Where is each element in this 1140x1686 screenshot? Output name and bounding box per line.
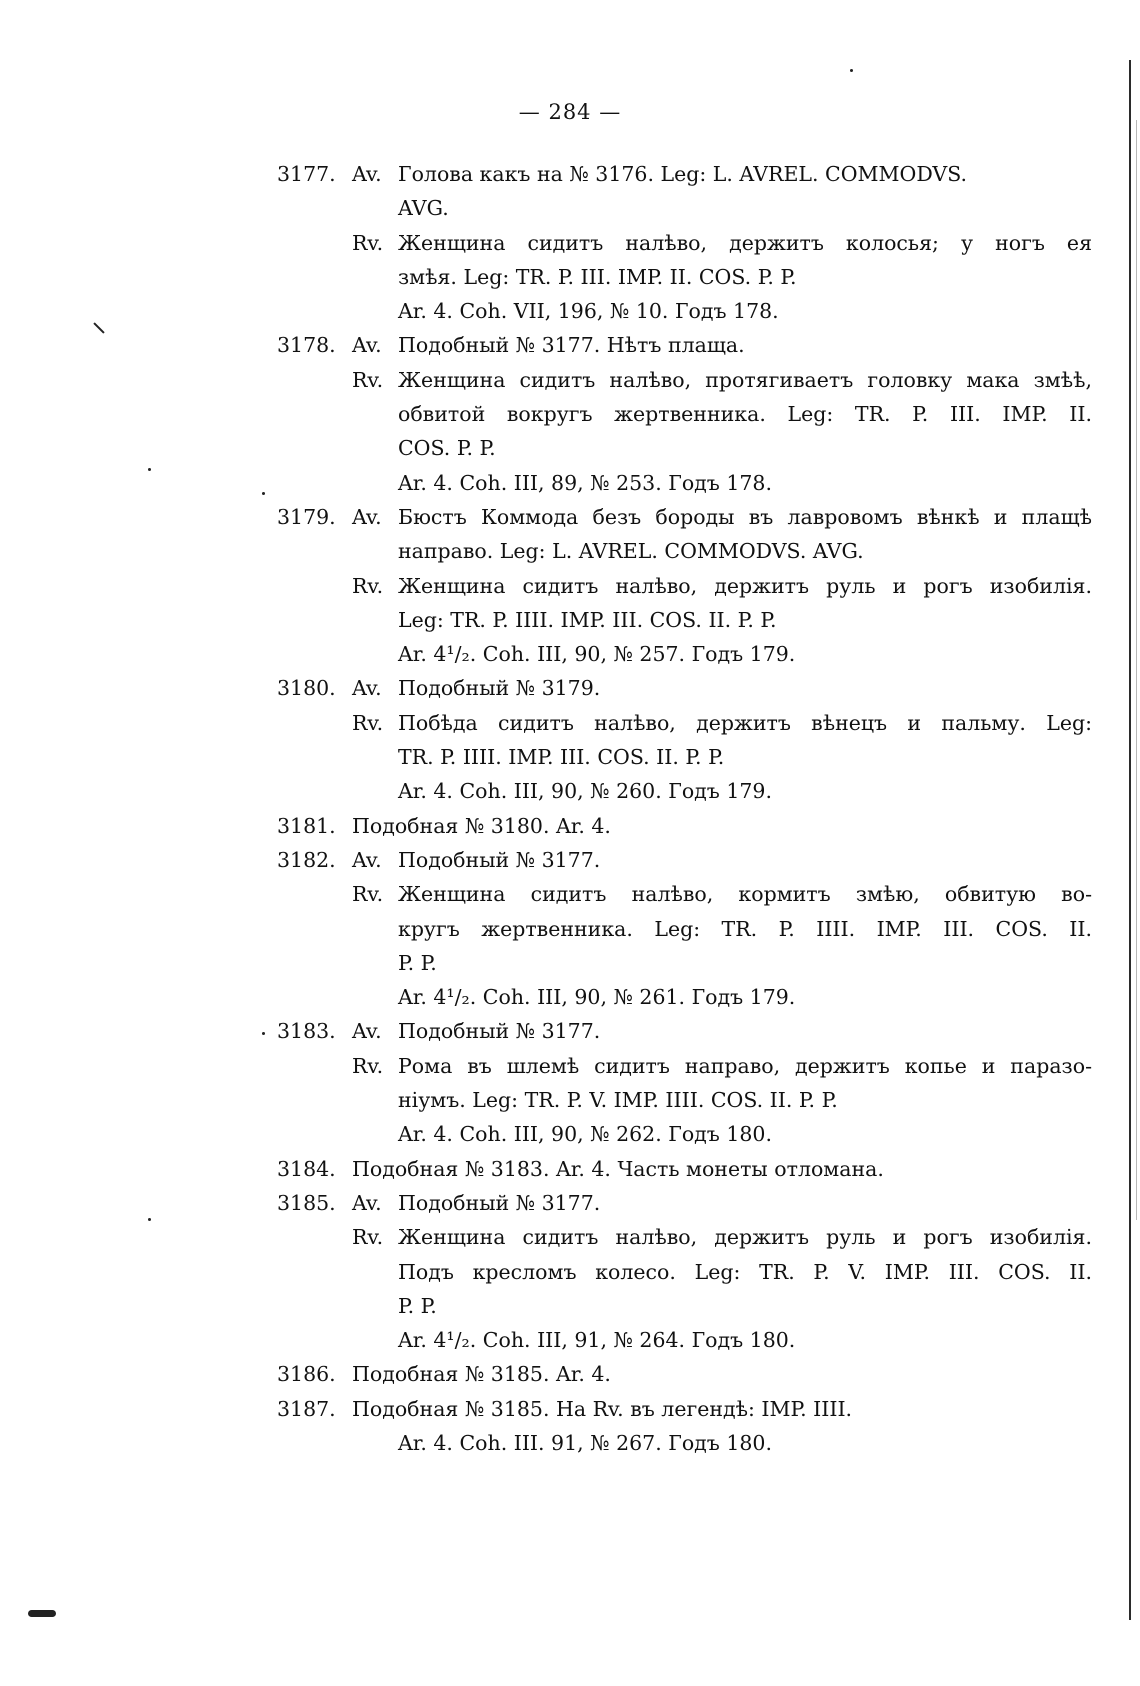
side-label: Rv. xyxy=(352,573,384,598)
side-label: Rv. xyxy=(352,1053,384,1078)
entry-number: 3186. xyxy=(277,1362,336,1387)
catalog-entry xyxy=(277,1186,1092,1357)
entry-line xyxy=(277,671,1092,705)
entry-line xyxy=(277,1014,1092,1048)
entry-line xyxy=(277,1357,1092,1391)
entry-number: 3187. xyxy=(277,1396,336,1421)
entry-text: P. P. xyxy=(398,1293,437,1318)
entry-line xyxy=(277,946,1092,980)
entry-number: 3181. xyxy=(277,813,336,838)
entry-text: Побѣда сидитъ налѣво, держитъ вѣнецъ и пальму. Leg: xyxy=(398,710,1092,735)
ink-blot xyxy=(28,1610,56,1617)
entry-line xyxy=(277,157,1092,191)
entry-number: 3177. xyxy=(277,162,336,186)
entry-text: Рома въ шлемѣ сидитъ направо, держитъ копье и паразо- xyxy=(398,1053,1092,1078)
catalog-entries xyxy=(277,157,1092,1460)
entry-text: AVG. xyxy=(398,196,449,221)
entry-number: 3179. xyxy=(277,504,336,529)
page-number: — 284 — xyxy=(518,100,622,124)
entry-text: кругъ жертвенника. Leg: TR. P. IIII. IMP. III. COS. II. xyxy=(398,916,1092,941)
entry-text: Женщина сидитъ налѣво, держитъ руль и рогъ изобилія. xyxy=(398,573,1092,598)
catalog-entry xyxy=(277,157,1092,328)
entry-text: Подобный № 3177. xyxy=(398,847,601,872)
entry-text: Подобный № 3177. xyxy=(398,1190,601,1215)
print-speck xyxy=(262,1032,265,1035)
entry-text: Ar. 4. Coh. III, 90, № 260. Годъ 179. xyxy=(398,779,772,804)
entry-line xyxy=(277,1083,1092,1117)
entry-line xyxy=(277,226,1092,260)
entry-text: ніумъ. Leg: TR. P. V. IMP. IIII. COS. II. P. P. xyxy=(398,1088,838,1113)
entry-line xyxy=(277,1152,1092,1186)
entry-line xyxy=(277,1255,1092,1289)
entry-text: Ar. 4. Coh. III. 91, № 267. Годъ 180. xyxy=(398,1430,772,1455)
side-label: Av. xyxy=(352,504,382,529)
print-speck xyxy=(262,492,265,495)
entry-number: 3178. xyxy=(277,333,336,358)
entry-number: 3185. xyxy=(277,1190,336,1215)
entry-text: Ar. 4¹/₂. Coh. III, 90, № 261. Годъ 179. xyxy=(398,985,796,1010)
entry-line xyxy=(277,877,1092,911)
side-label: Rv. xyxy=(352,367,384,392)
entry-text: Женщина сидитъ налѣво, протягиваетъ головку мака змѣѣ, xyxy=(398,367,1092,392)
entry-text: Подобная № 3180. Ar. 4. xyxy=(352,813,611,838)
side-label: Av. xyxy=(352,1019,382,1044)
entry-line xyxy=(277,191,1092,225)
entry-line xyxy=(277,912,1092,946)
entry-text: Подобная № 3185. На Rv. въ легендѣ: IMP. IIII. xyxy=(352,1396,853,1421)
page-edge-shadow xyxy=(1136,120,1137,1220)
entry-text: Ar. 4. Coh. VII, 196, № 10. Годъ 178. xyxy=(398,299,779,324)
entry-text: P. P. xyxy=(398,950,437,975)
entry-line xyxy=(277,260,1092,294)
side-label: Rv. xyxy=(352,882,384,907)
entry-line xyxy=(277,1117,1092,1151)
entry-number: 3184. xyxy=(277,1156,336,1181)
entry-text: Ar. 4. Coh. III, 89, № 253. Годъ 178. xyxy=(398,470,772,495)
entry-line xyxy=(277,1049,1092,1083)
side-label: Av. xyxy=(352,1190,382,1215)
entry-line xyxy=(277,740,1092,774)
entry-line xyxy=(277,603,1092,637)
entry-text: обвитой вокругъ жертвенника. Leg: TR. P. III. IMP. II. xyxy=(398,402,1092,427)
entry-number: 3183. xyxy=(277,1019,336,1044)
entry-text: Подъ кресломъ колесо. Leg: TR. P. V. IMP. III. COS. II. xyxy=(398,1259,1092,1284)
entry-line xyxy=(277,1392,1092,1426)
entry-line xyxy=(277,397,1092,431)
catalog-entry xyxy=(277,328,1092,499)
entry-line xyxy=(277,1186,1092,1220)
entry-number: 3180. xyxy=(277,676,336,701)
catalog-entry xyxy=(277,500,1092,671)
entry-line xyxy=(277,294,1092,328)
entry-line xyxy=(277,1426,1092,1460)
entry-text: COS. P. P. xyxy=(398,436,496,461)
catalog-entry xyxy=(277,843,1092,1014)
side-label: Av. xyxy=(352,676,382,701)
entry-line xyxy=(277,534,1092,568)
entry-text: Голова какъ на № 3176. Leg: L. AVREL. COMMODVS. xyxy=(398,162,968,186)
entry-text: Подобный № 3177. Нѣтъ плаща. xyxy=(398,333,745,358)
entry-line xyxy=(277,328,1092,362)
catalog-entry xyxy=(277,1357,1092,1391)
side-label: Av. xyxy=(352,162,382,186)
entry-text: Ar. 4. Coh. III, 90, № 262. Годъ 180. xyxy=(398,1122,772,1147)
page-edge-rule xyxy=(1129,60,1131,1620)
side-label: Rv. xyxy=(352,230,384,255)
print-speck xyxy=(148,1218,151,1221)
entry-line xyxy=(277,637,1092,671)
entry-text: Ar. 4¹/₂. Coh. III, 90, № 257. Годъ 179. xyxy=(398,642,796,667)
entry-line xyxy=(277,809,1092,843)
catalog-entry xyxy=(277,809,1092,843)
entry-text: Подобная № 3185. Ar. 4. xyxy=(352,1362,611,1387)
entry-text: Ar. 4¹/₂. Coh. III, 91, № 264. Годъ 180. xyxy=(398,1328,796,1353)
side-label: Av. xyxy=(352,333,382,358)
print-speck xyxy=(148,468,151,471)
entry-text: TR. P. IIII. IMP. III. COS. II. P. P. xyxy=(398,745,725,770)
entry-line xyxy=(277,500,1092,534)
side-label: Rv. xyxy=(352,1225,384,1250)
catalog-entry xyxy=(277,1152,1092,1186)
entry-line xyxy=(277,843,1092,877)
entry-line xyxy=(277,980,1092,1014)
entry-text: Подобная № 3183. Ar. 4. Часть монеты отломана. xyxy=(352,1156,884,1181)
side-label: Av. xyxy=(352,847,382,872)
entry-text: Женщина сидитъ налѣво, кормитъ змѣю, обвитую во- xyxy=(398,882,1092,907)
print-mark xyxy=(93,322,104,333)
entry-text: змѣя. Leg: TR. P. III. IMP. II. COS. P. P. xyxy=(398,264,797,289)
entry-line xyxy=(277,1220,1092,1254)
entry-line xyxy=(277,1289,1092,1323)
entry-text: Подобный № 3177. xyxy=(398,1019,601,1044)
catalog-entry xyxy=(277,671,1092,808)
catalog-entry xyxy=(277,1392,1092,1461)
entry-text: Leg: TR. P. IIII. IMP. III. COS. II. P. P. xyxy=(398,607,777,632)
entry-text: Женщина сидитъ налѣво, держитъ руль и рогъ изобилія. xyxy=(398,1225,1092,1250)
entry-text: Женщина сидитъ налѣво, держитъ колосья; у ногъ ея xyxy=(398,230,1092,255)
entry-line xyxy=(277,706,1092,740)
catalog-entry xyxy=(277,1014,1092,1151)
entry-text: направо. Leg: L. AVREL. COMMODVS. AVG. xyxy=(398,539,864,564)
entry-line xyxy=(277,774,1092,808)
entry-line xyxy=(277,363,1092,397)
entry-number: 3182. xyxy=(277,847,336,872)
print-speck xyxy=(850,69,853,72)
side-label: Rv. xyxy=(352,710,384,735)
entry-line xyxy=(277,569,1092,603)
entry-line xyxy=(277,431,1092,465)
entry-text: Бюстъ Коммода безъ бороды въ лавровомъ вѣнкѣ и плащѣ xyxy=(398,504,1092,529)
entry-text: Подобный № 3179. xyxy=(398,676,601,701)
entry-line xyxy=(277,1323,1092,1357)
entry-line xyxy=(277,466,1092,500)
